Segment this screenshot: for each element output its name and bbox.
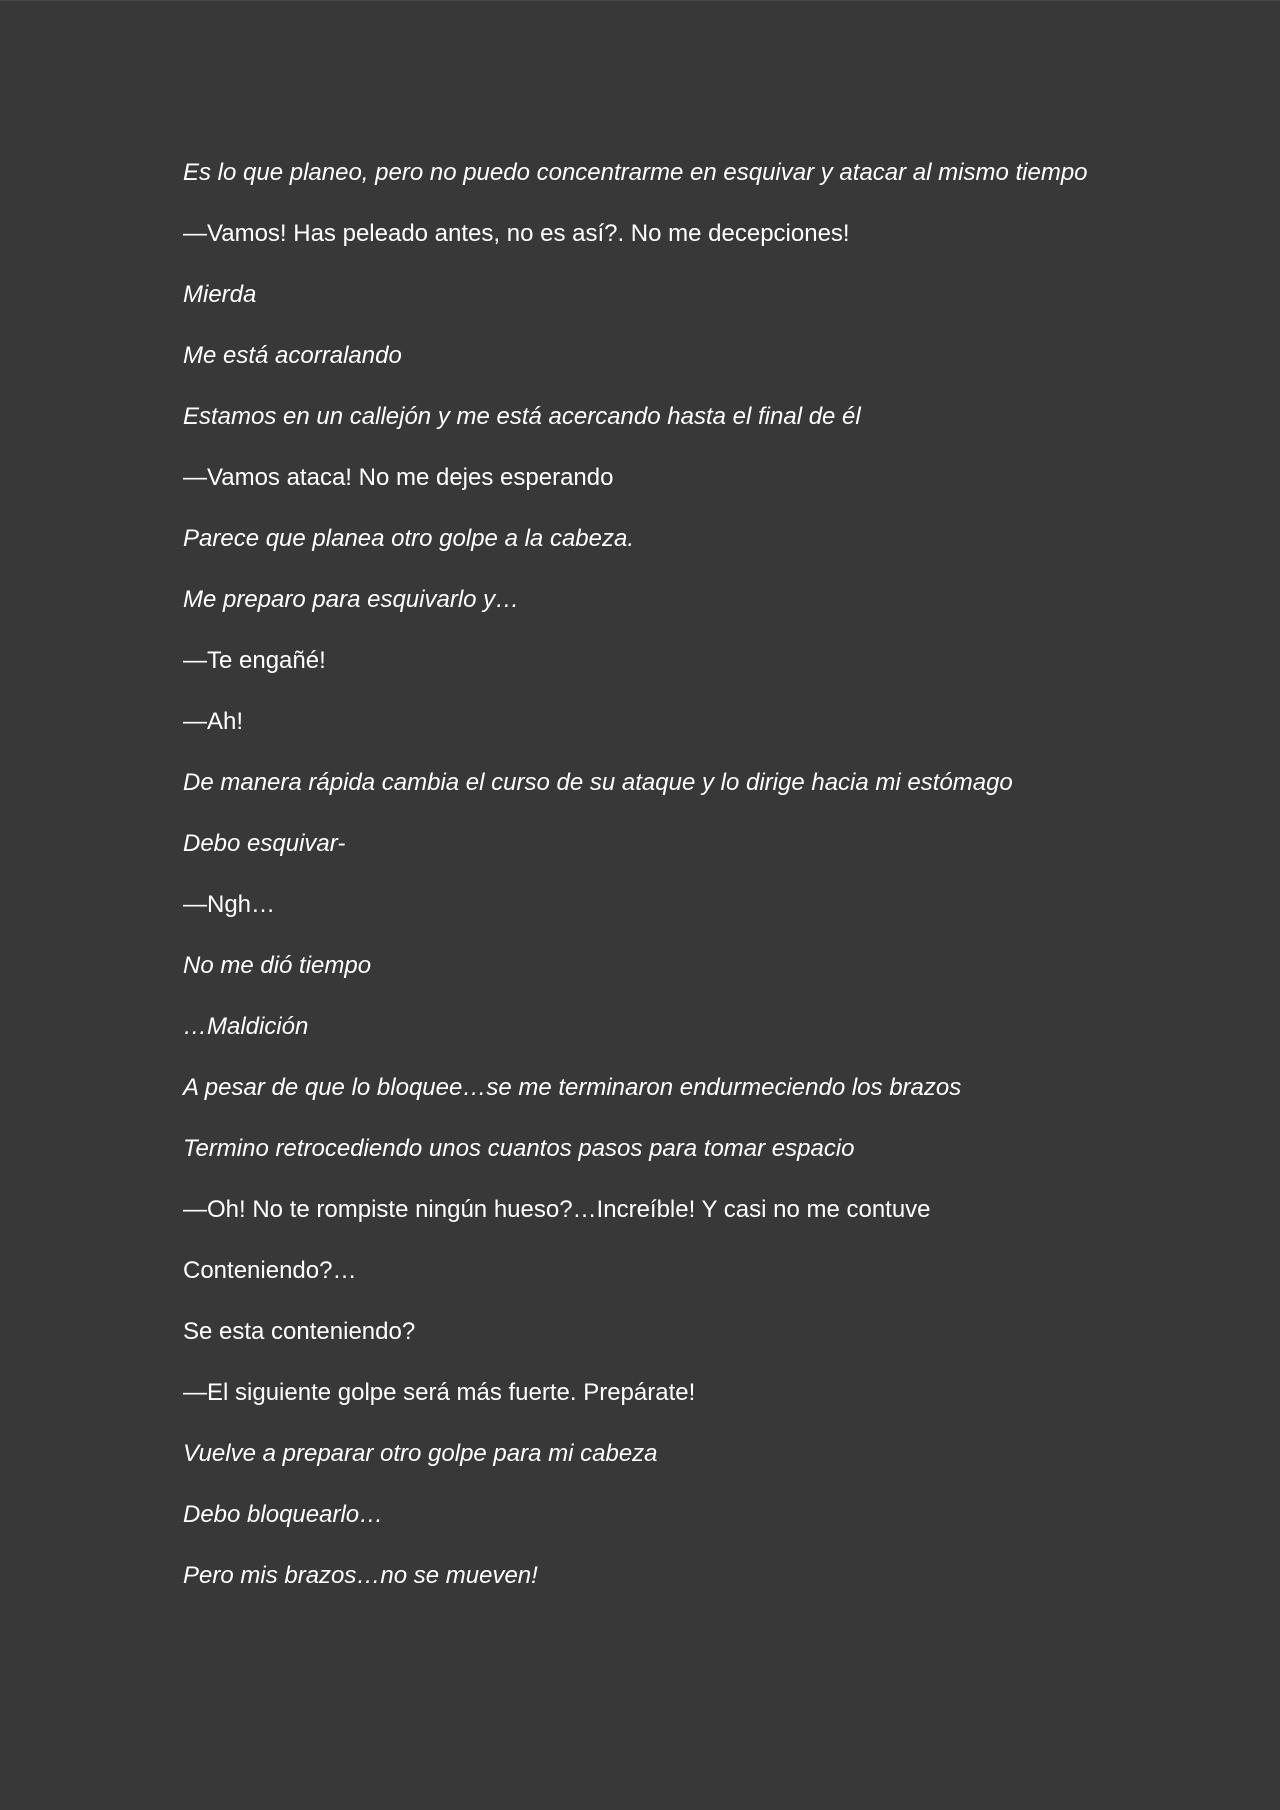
- paragraph-5: Estamos en un callejón y me está acercando hasta el final de él: [183, 403, 861, 430]
- paragraph-18: —Oh! No te rompiste ningún hueso?…Increíble! Y casi no me contuve: [183, 1196, 931, 1223]
- paragraph-8: Me preparo para esquivarlo y…: [183, 586, 520, 613]
- paragraph-23: Debo bloquearlo…: [183, 1501, 384, 1528]
- paragraph-12: Debo esquivar-: [183, 830, 346, 857]
- paragraph-20: Se esta conteniendo?: [183, 1318, 416, 1345]
- paragraph-16: A pesar de que lo bloquee…se me terminaron endurmeciendo los brazos: [183, 1074, 962, 1101]
- paragraph-22: Vuelve a preparar otro golpe para mi cabeza: [183, 1440, 658, 1467]
- paragraph-15: …Maldición: [183, 1013, 309, 1040]
- paragraph-19: Conteniendo?…: [183, 1257, 357, 1284]
- paragraph-4: Me está acorralando: [183, 342, 402, 369]
- paragraph-14: No me dió tiempo: [183, 952, 372, 979]
- paragraph-21: —El siguiente golpe será más fuerte. Prepárate!: [183, 1379, 696, 1406]
- paragraph-9: —Te engañé!: [183, 647, 326, 674]
- paragraph-13: —Ngh…: [183, 891, 276, 918]
- story-text-body: [183, 151, 1103, 1615]
- paragraph-10: —Ah!: [183, 708, 244, 735]
- paragraph-24: Pero mis brazos…no se mueven!: [183, 1562, 538, 1589]
- paragraph-17: Termino retrocediendo unos cuantos pasos para tomar espacio: [183, 1135, 855, 1162]
- paragraph-1: Es lo que planeo, pero no puedo concentrarme en esquivar y atacar al mismo tiempo: [183, 159, 1088, 186]
- paragraph-11: De manera rápida cambia el curso de su ataque y lo dirige hacia mi estómago: [183, 769, 1013, 796]
- paragraph-6: —Vamos ataca! No me dejes esperando: [183, 464, 614, 491]
- paragraph-2: —Vamos! Has peleado antes, no es así?. No me decepciones!: [183, 220, 850, 247]
- paragraph-7: Parece que planea otro golpe a la cabeza.: [183, 525, 634, 552]
- paragraph-3: Mierda: [183, 281, 257, 308]
